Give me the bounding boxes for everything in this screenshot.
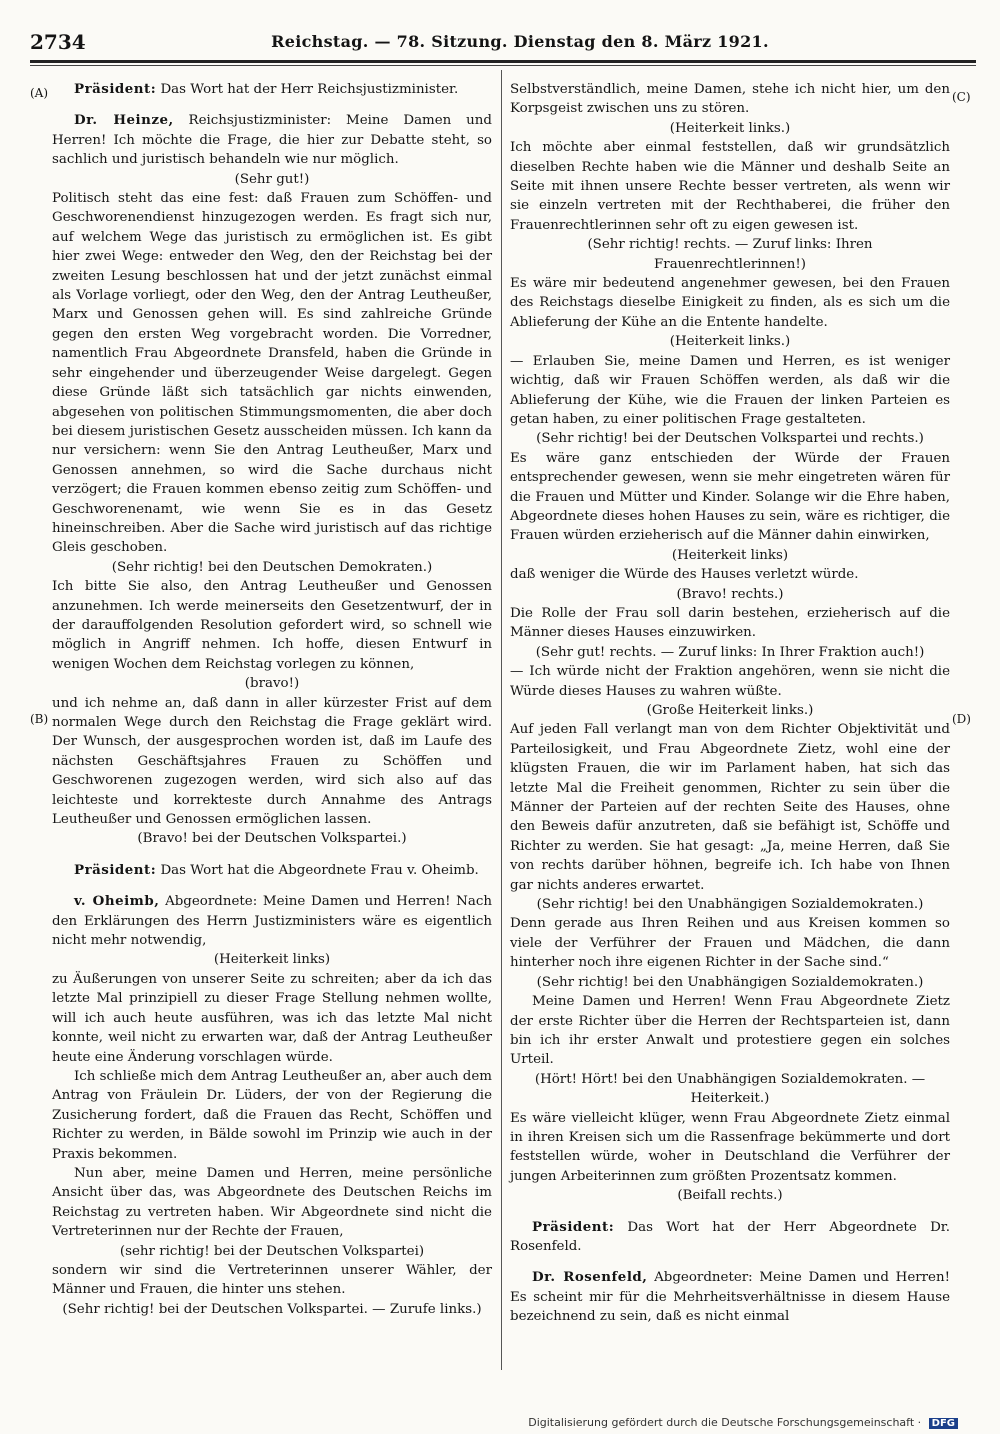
paragraph: Ich schließe mich dem Antrag Leutheußer an, aber auch dem Antrag von Fräulein Dr. Lüders, der von der Regierung die Zusicherung fordert, daß die Frauen das Recht, Schöffen und Richter zu werden, in Bälde sowohl im Prinzip wie auch in der Praxis bekommen. xyxy=(52,1068,492,1162)
paragraph: zu Äußerungen von unserer Seite zu schreiten; aber da ich das letzte Mal prinzipiell zu dieser Frage Stellung nehmen wollte, will ich auch heute ausführen, was ich das letzte Mal nicht konnte, weil nicht zu erwarten war, daß der Antrag Leutheußer heute eine Änderung vorschlagen würde. xyxy=(52,971,492,1065)
margin-mark-b: (B) xyxy=(30,712,49,726)
paragraph: Meine Damen und Herren! Wenn Frau Abgeordnete Zietz der erste Richter über die Herren der Rechtsparteien ist, dann bin ich ihr erster Anwalt und protestiere gegen ein solches Urteil. xyxy=(510,994,950,1068)
speaker-name: Präsident: xyxy=(74,861,157,878)
right-column xyxy=(510,80,950,1327)
interjection: (bravo!) xyxy=(244,676,300,692)
interjection: (Sehr richtig! bei den Deutschen Demokraten.) xyxy=(111,559,433,575)
credit-text: Digitalisierung gefördert durch die Deutsche Forschungsgemeinschaft · xyxy=(528,1416,922,1429)
interjection: (Bravo! rechts.) xyxy=(676,586,784,602)
speaker-name: Präsident: xyxy=(74,81,157,97)
paragraph: Präsident: Das Wort hat der Herr Abgeordnete Dr. Rosenfeld. xyxy=(510,1218,950,1254)
interjection: (Sehr richtig! bei den Unabhängigen Sozialdemokraten.) xyxy=(536,974,924,990)
paragraph: und ich nehme an, daß dann in aller kürzester Frist auf dem normalen Wege durch den Reichstag die Frage geklärt wird. Der Wunsch, der ausgesprochen worden ist, daß im Laufe des nächsten Geschäftsjahres Frauen zu Schöffen und Geschworenen zugezogen werden, wird sich also auf das leichteste und korrekteste durch Annahme des Antrags Leutheußer und Genossen ermöglichen lassen. xyxy=(52,695,492,828)
paragraph: Präsident: Das Wort hat der Herr Reichsjustizminister. xyxy=(74,81,459,97)
header-rule-thin xyxy=(30,65,976,66)
margin-mark-c: (C) xyxy=(952,90,971,104)
page-header xyxy=(30,22,976,62)
paragraph: Präsident: Das Wort hat die Abgeordnete Frau v. Oheimb. xyxy=(74,861,479,878)
speaker-name: Präsident: xyxy=(532,1218,615,1235)
margin-mark-d: (D) xyxy=(952,712,971,726)
column-divider xyxy=(501,70,502,1370)
paragraph: Auf jeden Fall verlangt man von dem Richter Objektivität und Parteilosigkeit, und Frau Abgeordnete Zietz, wohl eine der klügsten Frauen, die wir im Parlament haben, hat sich das letzte Mal die Freiheit genommen, Richter zu sein über die Männer der Parteien auf der rechten Seite des Hauses, ohne den Beweis dafür anzutreten, daß sie befähigt ist, Schöffe und Richter zu werden. Sie hat gesagt: „Ja, meine Herren, daß Sie von rechts darüber höhnen, begreife ich. Ich habe von Ihnen gar nichts anderes erwartet. xyxy=(510,722,950,893)
paragraph: Es wäre ganz entschieden der Würde der Frauen entsprechender gewesen, wenn sie mehr eingetreten wären für die Frauen und Mütter und Kinder. Solange wir die Ehre haben, Abgeordnete dieses hohen Hauses zu sein, wäre es richtiger, die Frauen würden erzieherisch auf die Männer dahin einwirken, xyxy=(510,450,950,544)
interjection: (Sehr gut!) xyxy=(234,171,310,187)
interjection: (Sehr richtig! rechts. — Zuruf links: Ihren Frauenrechtlerinnen!) xyxy=(587,237,873,272)
paragraph: Es wäre vielleicht klüger, wenn Frau Abgeordnete Zietz einmal in ihren Kreisen sich um die Rassenfrage bekümmerte und dort feststellen würde, woher in Deutschland die Verführer der jungen Arbeiterinnen zum größten Prozentsatz kommen. xyxy=(510,1110,950,1184)
interjection: (sehr richtig! bei der Deutschen Volkspartei) xyxy=(119,1243,425,1259)
paragraph: Denn gerade aus Ihren Reihen und aus Kreisen kommen so viele der Verführer der Frauen und Mädchen, die dann hinterher noch ihre eigenen Richter in der Sache sind.“ xyxy=(510,916,950,971)
running-title: Reichstag. — 78. Sitzung. Dienstag den 8. März 1921. xyxy=(271,32,769,51)
left-column xyxy=(52,80,492,1319)
paragraph: Ich bitte Sie also, den Antrag Leutheußer und Genossen anzunehmen. Ich werde meinerseits den Gesetzentwurf, der in der darauffolgenden Resolution gefordert wird, so schnell wie möglich in Angriff nehmen. Ich hoffe, diesen Entwurf in wenigen Wochen dem Reichstag vorlegen zu können, xyxy=(52,579,492,672)
dfg-logo: DFG xyxy=(929,1418,958,1429)
speaker-name: Dr. Rosenfeld, xyxy=(532,1269,648,1286)
interjection: (Bravo! bei der Deutschen Volkspartei.) xyxy=(137,831,407,847)
paragraph: Ich möchte aber einmal feststellen, daß wir grundsätzlich dieselben Rechte haben wie die Männer und deshalb Seite an Seite mit ihnen unsere Rechte besser vertreten, als wenn wir sie einzeln vertreten mit der Rechthaberei, die früher den Frauenrechtlerinnen sehr oft zu eigen gewesen ist. xyxy=(510,140,950,233)
interjection: (Beifall rechts.) xyxy=(677,1188,783,1204)
margin-mark-a: (A) xyxy=(30,86,49,100)
paragraph: daß weniger die Würde des Hauses verletzt würde. xyxy=(510,567,859,583)
interjection: (Sehr richtig! bei den Unabhängigen Sozialdemokraten.) xyxy=(536,897,924,913)
paragraph: v. Oheimb, Abgeordnete: Meine Damen und Herren! Nach den Erklärungen des Herrn Justizministers wäre es eigentlich nicht mehr notwendig, xyxy=(52,893,492,949)
interjection: (Große Heiterkeit links.) xyxy=(646,703,814,718)
paragraph: — Erlauben Sie, meine Damen und Herren, es ist weniger wichtig, daß wir Frauen Schöffen werden, als daß wir die Ablieferung der Kühe, wie die Frauen der linken Parteien es getan haben, zu einer politischen Frage gestalteten. xyxy=(510,353,950,427)
interjection: (Heiterkeit links.) xyxy=(669,120,791,136)
speaker-name: Dr. Heinze, xyxy=(74,112,174,129)
paragraph: Nun aber, meine Damen und Herren, meine persönliche Ansicht über das, was Abgeordnete des Deutschen Reichs im Reichstag zu vertreten haben. Wir Abgeordnete sind nicht die Vertreterinnen nur der Rechte der Frauen, xyxy=(52,1165,492,1240)
paragraph: — Ich würde nicht der Fraktion angehören, wenn sie nicht die Würde dieses Hauses zu wahren wüßte. xyxy=(510,664,950,699)
paragraph: sondern wir sind die Vertreterinnen unserer Wähler, der Männer und Frauen, die hinter uns stehen. xyxy=(52,1262,492,1298)
page-number: 2734 xyxy=(30,30,86,54)
interjection: (Heiterkeit links.) xyxy=(669,334,791,350)
digitization-credit xyxy=(528,1416,958,1429)
interjection: (Hört! Hört! bei den Unabhängigen Sozialdemokraten. — Heiterkeit.) xyxy=(534,1071,926,1107)
interjection: (Heiterkeit links) xyxy=(213,952,331,968)
paragraph: Dr. Rosenfeld, Abgeordneter: Meine Damen und Herren! Es scheint mir für die Mehrheitsverhältnisse in diesem Hause bezeichnend zu sein, daß es nicht einmal xyxy=(510,1269,950,1325)
header-rule-thick xyxy=(30,60,976,63)
paragraph: Dr. Heinze, Reichsjustizminister: Meine Damen und Herren! Ich möchte die Frage, die hier zur Debatte steht, so sachlich und juristisch behandeln wie nur möglich. xyxy=(52,112,492,168)
paragraph: Politisch steht das eine fest: daß Frauen zum Schöffen- und Geschworenendienst hinzugezogen werden. Es fragt sich nur, auf welchem Wege das juristisch zu ermöglichen ist. Es gibt hier zwei Wege: entweder den Weg, den der Reichstag bei der zweiten Lesung beschlossen hat und der jetzt zunächst einmal als Vorlage vorliegt, oder den Weg, den der Antrag Leutheußer, Marx und Genossen gehen will. Es sind zahlreiche Gründe gegen den ersten Weg vorgebracht worden. Die Vorredner, namentlich Frau Abgeordnete Dransfeld, haben die Gründe in sehr eingehender und überzeugender Weise dargelegt. Gegen diese Gründe läßt sich tatsächlich gar nichts einwenden, abgesehen von politischen Stimmungsmomenten, die aber doch bei diesem juristischen Gesetz ausscheiden müssen. Ich kann da nur versichern: wenn Sie den Antrag Leutheußer, Marx und Genossen annehmen, so wird die Sache durchaus nicht verzögert; die Frauen kommen ebenso zeitig zum Schöffen- und Geschworenenamt, wie wenn Sie es in das Gesetz hineinschreiben. Aber die Sache wird juristisch auf das richtige Gleis geschoben. xyxy=(52,191,492,556)
paragraph: Selbstverständlich, meine Damen, stehe ich nicht hier, um den Korpsgeist zwischen uns zu stören. xyxy=(510,82,950,117)
interjection: (Sehr richtig! bei der Deutschen Volkspartei und rechts.) xyxy=(536,431,924,447)
interjection: (Sehr gut! rechts. — Zuruf links: In Ihrer Fraktion auch!) xyxy=(535,644,925,660)
speaker-name: v. Oheimb, xyxy=(74,893,160,910)
paragraph: Es wäre mir bedeutend angenehmer gewesen, bei den Frauen des Reichstags dieselbe Einigkeit zu finden, als es sich um die Ablieferung der Kühe an die Entente handelte. xyxy=(510,276,950,330)
paragraph: Die Rolle der Frau soll darin bestehen, erzieherisch auf die Männer dieses Hauses einzuwirken. xyxy=(510,605,950,641)
interjection: (Heiterkeit links) xyxy=(671,547,789,563)
interjection: (Sehr richtig! bei der Deutschen Volkspartei. — Zurufe links.) xyxy=(62,1301,482,1317)
